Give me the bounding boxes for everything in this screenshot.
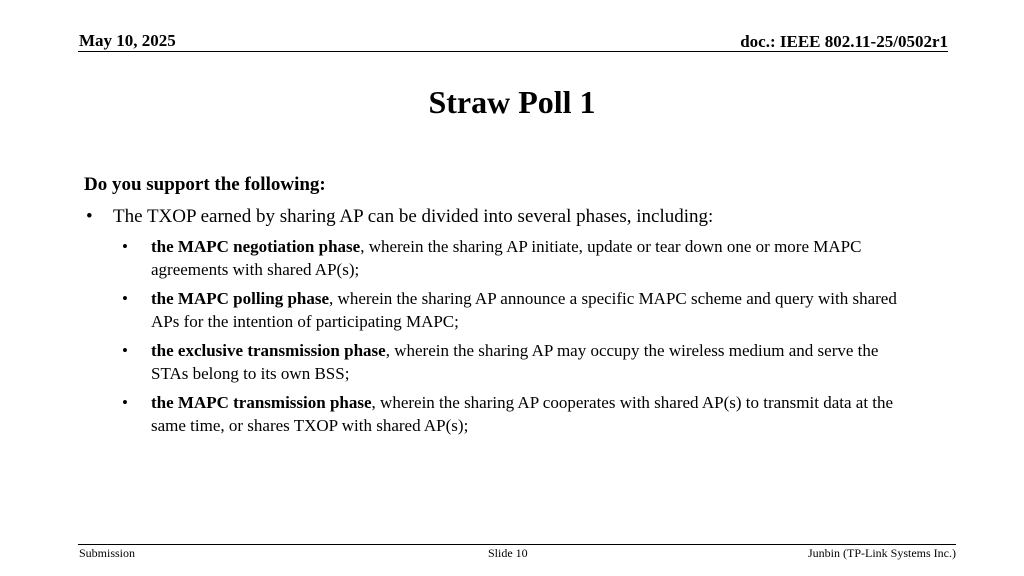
phase-term: the exclusive transmission phase xyxy=(151,341,386,360)
phase-item-exclusive-transmission xyxy=(84,339,911,385)
phase-description: , wherein the sharing AP announce a specific MAPC scheme and query with shared APs for the intention of participating MAPC; xyxy=(151,289,897,331)
main-bullet-text: The TXOP earned by sharing AP can be divided into several phases, including: xyxy=(113,206,714,227)
header-divider xyxy=(78,51,948,52)
phase-term: the MAPC negotiation phase xyxy=(151,237,361,256)
bullet-icon: • xyxy=(122,393,128,412)
main-bullet xyxy=(84,204,944,230)
footer-author: Junbin (TP-Link Systems Inc.) xyxy=(808,546,956,560)
phase-description: , wherein the sharing AP initiate, update or tear down one or more MAPC agreements with shared AP(s); xyxy=(151,237,862,279)
slide-body xyxy=(84,172,944,443)
phase-description: , wherein the sharing AP may occupy the wireless medium and serve the STAs belong to its own BSS; xyxy=(151,341,879,383)
phase-item-mapc-transmission xyxy=(84,391,911,437)
phase-item-polling xyxy=(84,287,911,333)
footer-slide-number: Slide 10 xyxy=(488,546,528,560)
phase-description: , wherein the sharing AP cooperates with shared AP(s) to transmit data at the same time, or shares TXOP with shared AP(s); xyxy=(151,393,894,435)
phase-term: the MAPC polling phase xyxy=(151,289,330,308)
phase-term: the MAPC transmission phase xyxy=(151,393,372,412)
footer-divider xyxy=(78,544,956,545)
bullet-icon: • xyxy=(122,237,128,256)
poll-question: Do you support the following: xyxy=(84,174,326,195)
phase-item-negotiation xyxy=(84,235,911,281)
header-date: May 10, 2025 xyxy=(79,31,176,50)
phase-list xyxy=(84,235,944,437)
bullet-icon: • xyxy=(122,289,128,308)
footer-submission: Submission xyxy=(79,546,136,560)
slide-title: Straw Poll 1 xyxy=(428,84,596,120)
bullet-icon: • xyxy=(122,341,128,360)
header-doc-id: doc.: IEEE 802.11-25/0502r1 xyxy=(740,32,948,51)
bullet-icon: • xyxy=(86,206,93,227)
